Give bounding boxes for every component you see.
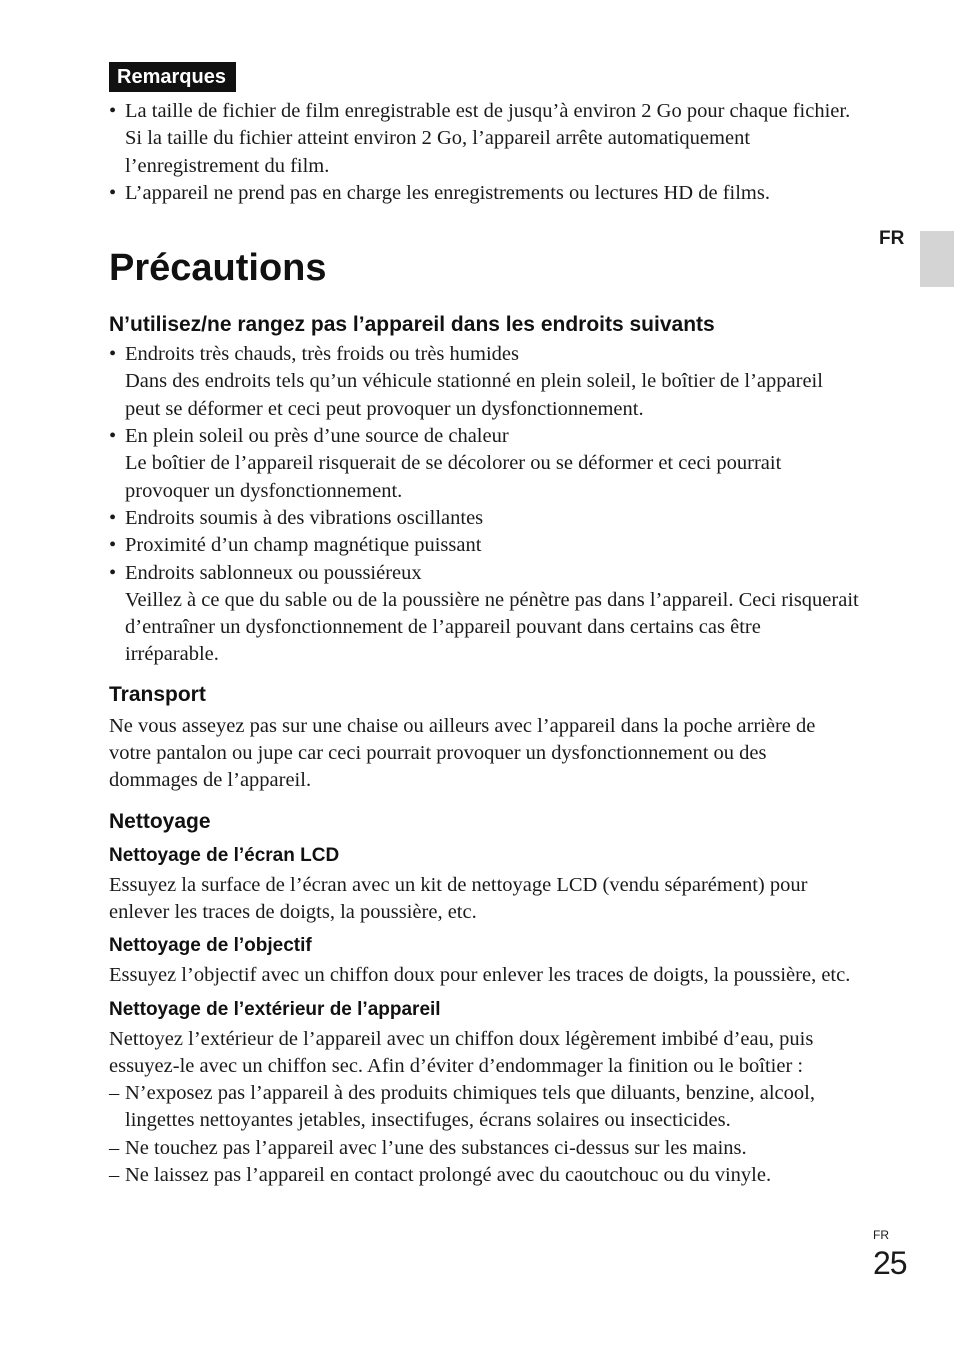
list-item: – N’exposez pas l’appareil à des produits chimiques tels que diluants, benzine, alcool, lingettes nettoyantes jetables, insectifuges, écrans solaires ou insecticides. <box>109 1080 859 1135</box>
list-item <box>109 423 859 505</box>
lens-cleaning-heading: Nettoyage de l’objectif <box>109 935 312 957</box>
transport-text: Ne vous asseyez pas sur une chaise ou ailleurs avec l’appareil dans la poche arrière de votre pantalon ou jupe car ceci pourrait provoquer un dysfonctionnement ou des dommages de l’appareil. <box>109 714 816 792</box>
cleaning-heading: Nettoyage <box>109 809 211 833</box>
language-tab <box>920 231 954 287</box>
page-content <box>109 62 859 1189</box>
list-item <box>109 505 859 532</box>
list-item-detail: Le boîtier de l’appareil risquerait de se décolorer ou se déformer et ceci pourrait provoquer un dysfonctionnement. <box>125 452 782 502</box>
page-number: 25 <box>873 1245 907 1281</box>
lcd-cleaning-heading: Nettoyage de l’écran LCD <box>109 844 340 866</box>
list-item-title: • Proximité d’un champ magnétique puissant <box>125 534 482 557</box>
remarks-list <box>109 98 859 207</box>
list-item <box>109 341 859 423</box>
list-item-title: • En plein soleil ou près d’une source de chaleur <box>125 425 509 448</box>
exterior-cleaning-list <box>109 1080 859 1189</box>
list-item <box>109 532 859 559</box>
list-item-title: • Endroits sablonneux ou poussiéreux <box>125 561 422 584</box>
list-item: • L’appareil ne prend pas en charge les enregistrements ou lectures HD de films. <box>109 180 859 207</box>
page-title: Précautions <box>109 247 327 290</box>
language-tab-label: FR <box>879 228 905 249</box>
list-item-detail: Dans des endroits tels qu’un véhicule stationné en plein soleil, le boîtier de l’appareil peut se déformer et ceci peut provoquer un dysfonctionnement. <box>125 370 823 420</box>
exterior-cleaning-text: Nettoyez l’extérieur de l’appareil avec un chiffon doux légèrement imbibé d’eau, puis essuyez-le avec un chiffon sec. Afin d’éviter d’endommager la finition ou le boîtier : <box>109 1027 814 1077</box>
transport-heading: Transport <box>109 682 206 706</box>
list-item-title: • Endroits très chauds, très froids ou très humides <box>125 343 519 366</box>
list-item: – Ne touchez pas l’appareil avec l’une des substances ci-dessus sur les mains. <box>109 1135 859 1162</box>
lcd-cleaning-text: Essuyez la surface de l’écran avec un kit de nettoyage LCD (vendu séparément) pour enlever les traces de doigts, la poussière, etc. <box>109 873 808 923</box>
list-item: – Ne laissez pas l’appareil en contact prolongé avec du caoutchouc ou du vinyle. <box>109 1162 859 1189</box>
places-list <box>109 341 859 669</box>
places-heading: N’utilisez/ne rangez pas l’appareil dans les endroits suivants <box>109 313 715 337</box>
lens-cleaning-text: Essuyez l’objectif avec un chiffon doux pour enlever les traces de doigts, la poussière, etc. <box>109 964 851 987</box>
remarks-section <box>109 62 859 207</box>
list-item <box>109 560 859 669</box>
remarks-badge: Remarques <box>109 62 236 92</box>
list-item-detail: Veillez à ce que du sable ou de la poussière ne pénètre pas dans l’appareil. Ceci risquerait d’entraîner un dysfonctionnement de l’appareil pouvant dans certains cas être irréparable. <box>125 588 859 666</box>
list-item-title: • Endroits soumis à des vibrations oscillantes <box>125 506 484 529</box>
list-item: • La taille de fichier de film enregistrable est de jusqu’à environ 2 Go pour chaque fichier. Si la taille du fichier atteint environ 2 Go, l’appareil arrête automatiquement l’enregistrement du film. <box>109 98 859 180</box>
footer-language: FR <box>873 1228 889 1242</box>
exterior-cleaning-heading: Nettoyage de l’extérieur de l’appareil <box>109 998 441 1020</box>
